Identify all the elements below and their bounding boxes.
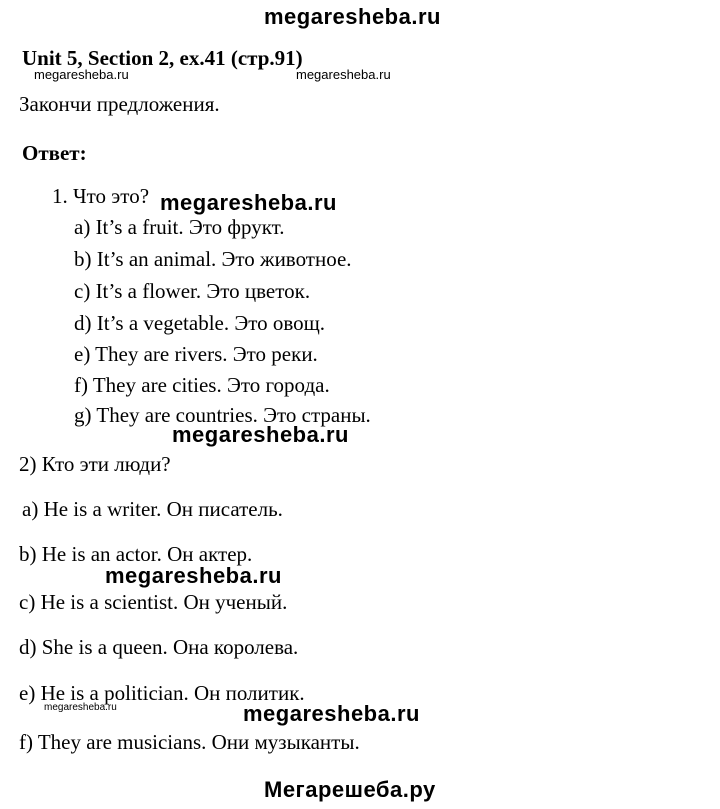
section1-item-g: g) They are countries. Это страны. [74,403,371,427]
section1-item-c: c) It’s a flower. Это цветок. [74,279,311,303]
section1-item-a: a) It’s a fruit. Это фрукт. [74,215,285,239]
watermark-before-f2-small: megaresheba.ru [44,702,117,713]
section2-item-e: e) He is a politician. Он политик. [19,681,305,705]
section2-item-c: c) He is a scientist. Он ученый. [19,590,288,614]
watermark-after-g: megaresheba.ru [172,422,349,447]
section1-item-b: b) It’s an animal. Это животное. [74,247,352,271]
page-title: Unit 5, Section 2, ex.41 (стр.91) [22,46,303,70]
watermark-after-b2: megaresheba.ru [105,563,282,588]
section1-item-d: d) It’s a vegetable. Это овощ. [74,311,326,335]
watermark-before-f2-big: megaresheba.ru [243,701,420,726]
section1-heading: 1. Что это? [52,184,150,208]
section2-item-b: b) He is an actor. Он актер. [19,542,253,566]
section1-item-f: f) They are cities. Это города. [74,373,330,397]
answer-label: Ответ: [22,141,87,165]
watermark-under-title-right: megaresheba.ru [296,67,391,82]
section1-item-e: e) They are rivers. Это реки. [74,342,318,366]
watermark-after-item1: megaresheba.ru [160,190,337,215]
section2-heading: 2) Кто эти люди? [19,452,171,476]
watermark-under-title-left: megaresheba.ru [34,67,129,82]
section2-item-a: a) He is a writer. Он писатель. [22,497,283,521]
watermark-top: megaresheba.ru [264,4,441,29]
watermark-bottom: Мегарешеба.ру [264,777,436,802]
instruction-text: Закончи предложения. [19,92,220,116]
section2-item-d: d) She is a queen. Она королева. [19,635,299,659]
section2-item-f: f) They are musicians. Они музыканты. [19,730,360,754]
